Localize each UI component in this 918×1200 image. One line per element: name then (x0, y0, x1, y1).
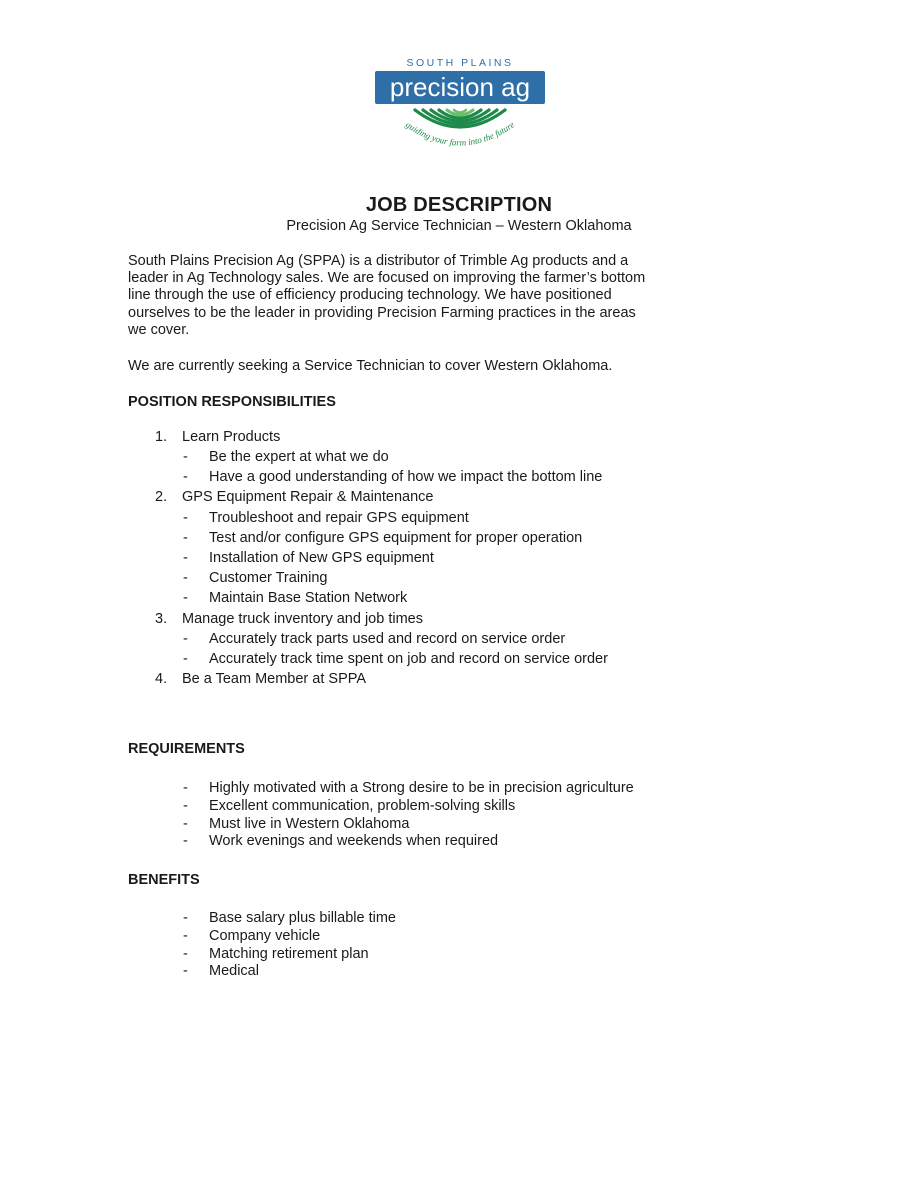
dash-bullet: - (183, 798, 188, 814)
dash-bullet: - (183, 510, 188, 526)
item-label: GPS Equipment Repair & Maintenance (182, 489, 434, 505)
benefit-text: Medical (209, 963, 259, 979)
requirement-text: Excellent communication, problem-solving skills (209, 798, 516, 814)
benefit-text: Matching retirement plan (209, 946, 369, 962)
dash-bullet: - (183, 530, 188, 546)
dash-bullet: - (183, 816, 188, 832)
item-label: Learn Products (182, 429, 281, 445)
dash-bullet: - (183, 469, 188, 485)
logo-top-text: SOUTH PLAINS (406, 57, 514, 69)
logo-arcs-icon (415, 110, 505, 127)
subitem-text: Be the expert at what we do (209, 449, 389, 465)
intro-paragraph (128, 253, 688, 339)
intro-line: we cover. (128, 321, 190, 338)
dash-bullet: - (183, 910, 188, 926)
company-logo (370, 52, 550, 167)
item-number: 4. (155, 671, 168, 687)
intro-line: ourselves to be the leader in providing Precision Farming practices in the areas (128, 304, 636, 321)
dash-bullet: - (183, 631, 188, 647)
dash-bullet: - (183, 651, 188, 667)
logo-tagline: guiding your farm into the future (403, 119, 517, 148)
item-number: 3. (155, 611, 168, 627)
item-number: 1. (155, 429, 168, 445)
subitem-text: Test and/or configure GPS equipment for proper operation (209, 530, 583, 546)
item-label: Be a Team Member at SPPA (182, 671, 367, 687)
benefits-heading: BENEFITS (128, 872, 200, 888)
intro-line: leader in Ag Technology sales. We are focused on improving the farmer’s bottom (128, 270, 646, 287)
intro-line: line through the use of efficiency producing technology. We have positioned (128, 287, 612, 304)
responsibilities-heading: POSITION RESPONSIBILITIES (128, 394, 336, 410)
dash-bullet: - (183, 550, 188, 566)
subitem-text: Accurately track time spent on job and record on service order (209, 651, 608, 667)
benefit-text: Base salary plus billable time (209, 910, 396, 926)
subitem-text: Installation of New GPS equipment (209, 550, 434, 566)
intro-line: South Plains Precision Ag (SPPA) is a distributor of Trimble Ag products and a (128, 253, 629, 269)
subitem-text: Accurately track parts used and record on service order (209, 631, 566, 647)
page-title: JOB DESCRIPTION (365, 194, 553, 216)
seeking-statement: We are currently seeking a Service Technician to cover Western Oklahoma. (128, 358, 613, 374)
dash-bullet: - (183, 449, 188, 465)
subitem-text: Have a good understanding of how we impact the bottom line (209, 469, 603, 485)
requirements-heading: REQUIREMENTS (128, 741, 245, 757)
dash-bullet: - (183, 946, 188, 962)
item-number: 2. (155, 489, 168, 505)
dash-bullet: - (183, 780, 188, 796)
subitem-text: Maintain Base Station Network (209, 590, 408, 606)
requirement-text: Highly motivated with a Strong desire to be in precision agriculture (209, 780, 634, 796)
requirement-text: Work evenings and weekends when required (209, 833, 499, 849)
dash-bullet: - (183, 963, 188, 979)
page-subtitle: Precision Ag Service Technician – Western Oklahoma (286, 218, 632, 234)
dash-bullet: - (183, 590, 188, 606)
dash-bullet: - (183, 833, 188, 849)
dash-bullet: - (183, 928, 188, 944)
logo-main-text: precision ag (389, 72, 531, 102)
item-label: Manage truck inventory and job times (182, 611, 423, 627)
requirement-text: Must live in Western Oklahoma (209, 816, 410, 832)
dash-bullet: - (183, 570, 188, 586)
subitem-text: Troubleshoot and repair GPS equipment (209, 510, 469, 526)
subitem-text: Customer Training (209, 570, 328, 586)
benefit-text: Company vehicle (209, 928, 321, 944)
